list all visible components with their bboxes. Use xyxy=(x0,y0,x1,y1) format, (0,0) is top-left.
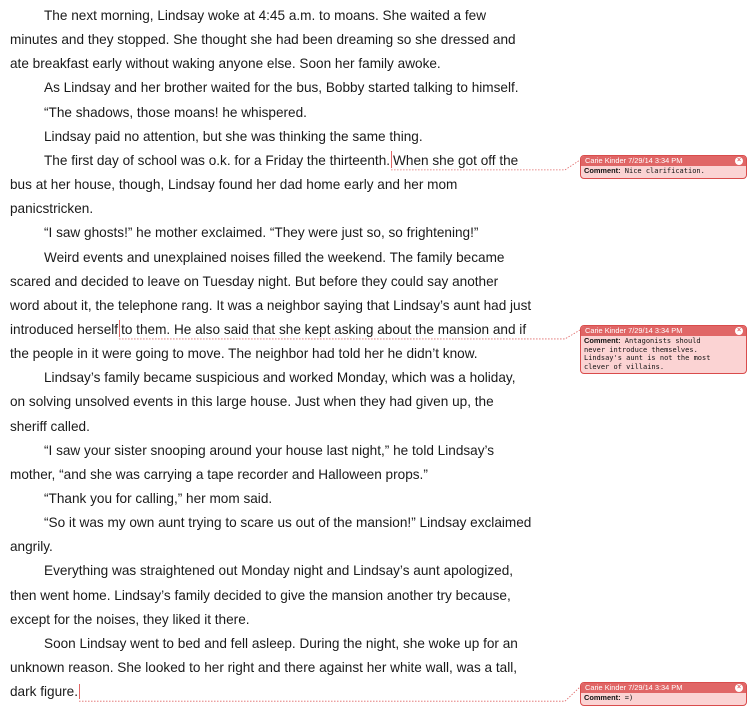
text-segment: “I saw ghosts!” he mother exclaimed. “They were just so, so frightening!” xyxy=(44,225,479,241)
text-segment: the people in it were going to move. The neighbor had told her he didn’t know. xyxy=(10,346,478,362)
comment-balloon[interactable] xyxy=(580,325,747,374)
comment-body xyxy=(581,693,746,705)
text-segment: When she got off the xyxy=(393,152,519,168)
text-line xyxy=(44,6,486,26)
text-line xyxy=(44,223,478,243)
text-segment: word about it, the telephone rang. It was a neighbor saying that Lindsay’s aunt had just xyxy=(10,297,532,313)
text-segment: angrily. xyxy=(10,539,53,555)
text-line xyxy=(10,54,441,74)
text-line xyxy=(10,465,428,485)
text-segment: Weird events and unexplained noises filled the weekend. The family became xyxy=(44,249,505,265)
text-line xyxy=(10,537,53,557)
text-line xyxy=(10,417,90,437)
text-segment: to them. He also said that she kept asking about the mansion and if xyxy=(121,321,527,337)
close-icon[interactable]: × xyxy=(736,157,742,164)
text-segment: Everything was straightened out Monday night and Lindsay’s aunt apologized, xyxy=(44,563,514,579)
comment-header xyxy=(581,156,746,166)
text-line xyxy=(44,634,518,654)
text-line xyxy=(10,30,516,50)
text-line xyxy=(44,103,307,123)
comment-header xyxy=(581,326,746,336)
text-line xyxy=(44,248,504,268)
text-segment: As Lindsay and her brother waited for the bus, Bobby started talking to himself. xyxy=(44,80,519,96)
comment-text: Nice clarification. xyxy=(624,167,705,175)
text-line xyxy=(44,561,513,581)
text-line xyxy=(10,296,531,316)
text-line xyxy=(10,658,517,678)
text-line xyxy=(10,175,457,195)
text-segment: dark figure. xyxy=(10,684,79,700)
comment-label: Comment: xyxy=(584,336,621,345)
text-segment: Lindsay paid no attention, but she was thinking the same thing. xyxy=(44,128,423,144)
text-line xyxy=(10,344,478,364)
text-line xyxy=(44,151,518,171)
text-segment: unknown reason. She looked to her right and there against her white wall, was a tall, xyxy=(10,660,518,676)
text-segment: panicstricken. xyxy=(10,201,94,217)
comment-balloon[interactable] xyxy=(580,155,747,179)
text-segment: sheriff called. xyxy=(10,418,90,434)
comment-anchor[interactable] xyxy=(391,151,392,168)
text-segment: then went home. Lindsay’s family decided to give the mansion another try because, xyxy=(10,587,511,603)
text-line xyxy=(44,368,516,388)
close-icon[interactable]: × xyxy=(736,684,742,691)
text-line xyxy=(10,682,81,702)
comment-anchor[interactable] xyxy=(119,320,120,337)
comment-text: Antagonists should never introduce themselves. Lindsay's aunt is not the most clever of villains. xyxy=(584,337,711,371)
text-line xyxy=(10,586,511,606)
text-segment: minutes and they stopped. She thought she had been dreaming so she dressed and xyxy=(10,32,516,48)
comment-balloon[interactable] xyxy=(580,682,747,706)
text-segment: Lindsay’s family became suspicious and worked Monday, which was a holiday, xyxy=(44,370,516,386)
text-segment: “So it was my own aunt trying to scare us out of the mansion!” Lindsay exclaimed xyxy=(44,515,532,531)
text-segment: The first day of school was o.k. for a Friday the thirteenth. xyxy=(44,152,391,168)
text-segment: bus at her house, though, Lindsay found her dad home early and her mom xyxy=(10,177,458,193)
comment-text: =) xyxy=(624,694,634,702)
text-segment: “Thank you for calling,” her mom said. xyxy=(44,491,273,506)
text-segment: scared and decided to leave on Tuesday night. But before they could say another xyxy=(10,273,499,289)
close-icon[interactable]: × xyxy=(736,327,742,334)
comment-body xyxy=(581,166,746,178)
text-line xyxy=(10,392,494,412)
text-segment: Soon Lindsay went to bed and fell asleep. During the night, she woke up for an xyxy=(44,635,518,651)
comment-author-date: Carie Kinder 7/29/14 3:34 PM xyxy=(585,156,683,165)
text-line xyxy=(44,127,423,147)
text-line xyxy=(10,610,250,630)
comment-label: Comment: xyxy=(584,166,621,175)
text-segment: except for the noises, they liked it there. xyxy=(10,611,250,627)
text-segment: on solving unsolved events in this large house. Just when they had given up, the xyxy=(10,394,494,410)
text-segment: The next morning, Lindsay woke at 4:45 a.m. to moans. She waited a few xyxy=(44,8,487,23)
text-line xyxy=(44,513,531,533)
text-line xyxy=(10,272,498,292)
comment-connector xyxy=(79,687,580,701)
comment-label: Comment: xyxy=(584,693,621,702)
comment-header xyxy=(581,683,746,693)
text-segment: mother, “and she was carrying a tape recorder and Halloween props.” xyxy=(10,466,428,482)
text-segment: ate breakfast early without waking anyone else. Soon her family awoke. xyxy=(10,56,441,72)
comment-author-date: Carie Kinder 7/29/14 3:34 PM xyxy=(585,326,683,335)
text-segment: introduced herself xyxy=(10,321,119,337)
text-line xyxy=(10,199,93,219)
text-segment: “The shadows, those moans! he whispered. xyxy=(44,104,307,120)
text-line xyxy=(44,441,494,461)
text-line xyxy=(44,78,519,98)
comment-anchor[interactable] xyxy=(79,684,80,699)
comment-body xyxy=(581,336,746,373)
text-segment: “I saw your sister snooping around your house last night,” he told Lindsay’s xyxy=(44,442,495,458)
comment-author-date: Carie Kinder 7/29/14 3:34 PM xyxy=(585,683,683,692)
text-line xyxy=(10,320,526,340)
text-line xyxy=(44,489,272,509)
